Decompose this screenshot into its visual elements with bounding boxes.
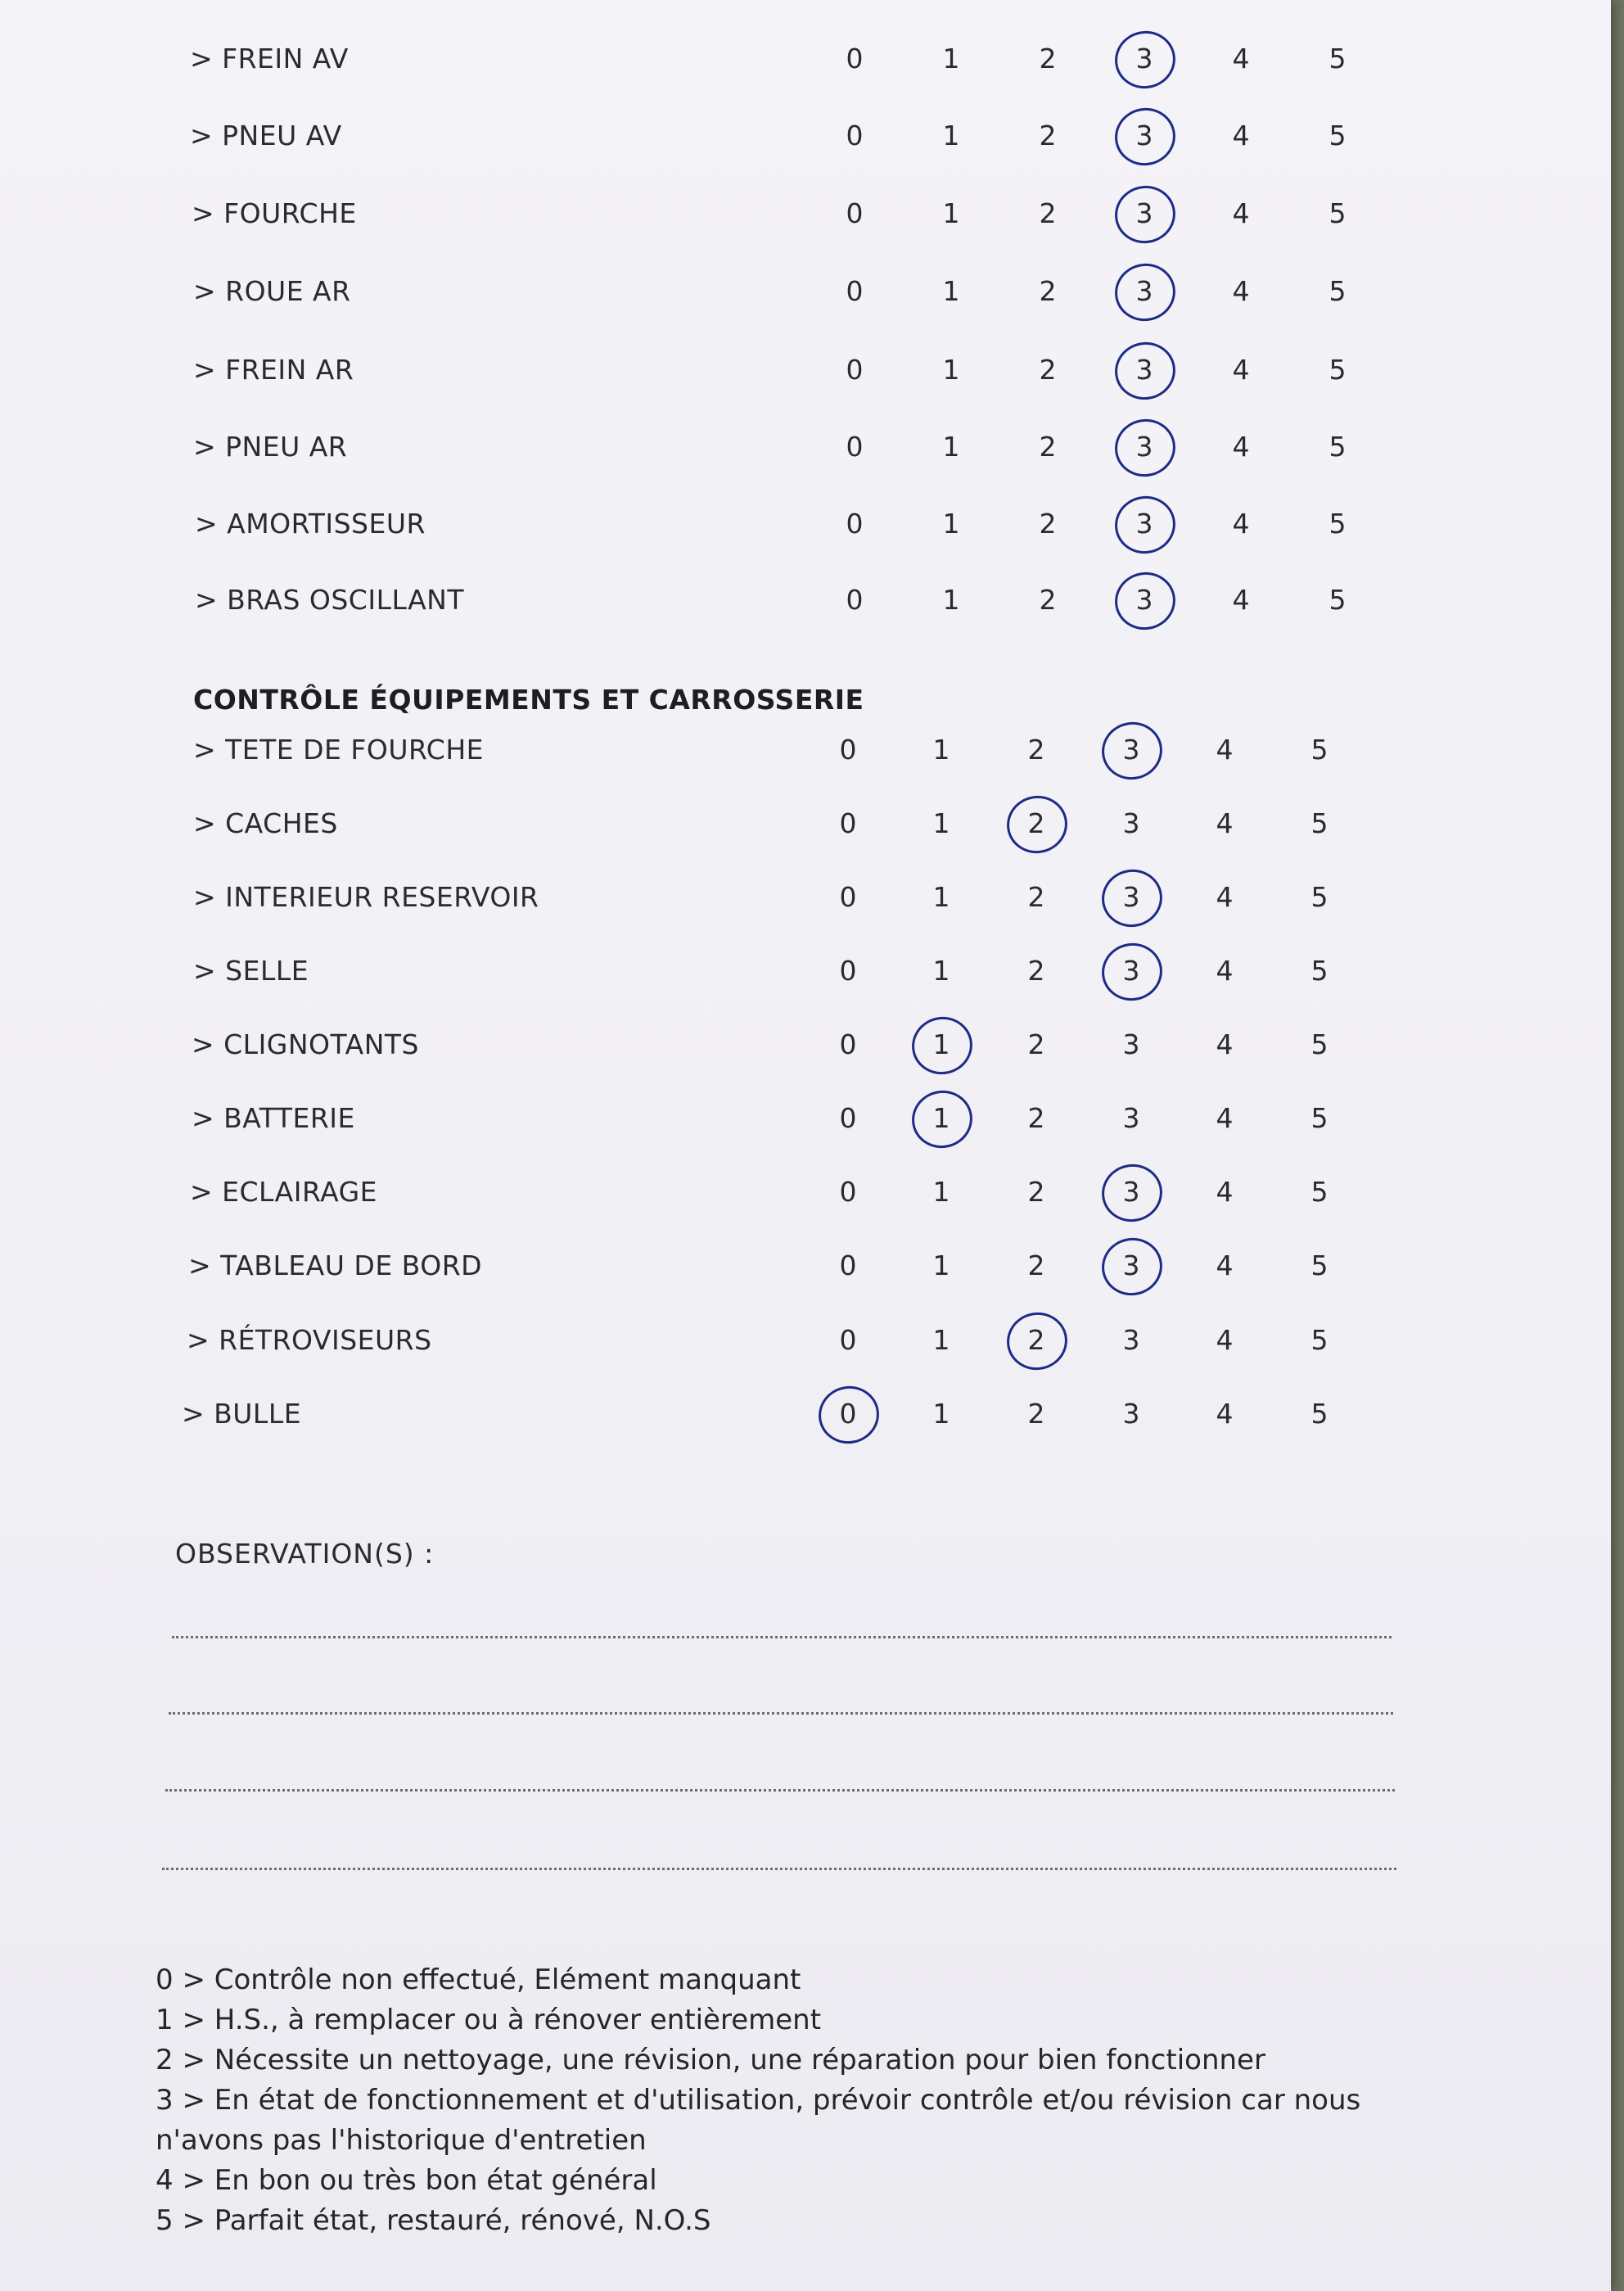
row-label: > FOURCHE xyxy=(192,197,357,229)
score-option[interactable]: 3 xyxy=(1120,267,1169,316)
score-option[interactable]: 4 xyxy=(1216,1398,1234,1430)
observation-line[interactable] xyxy=(165,1789,1395,1792)
score-option[interactable]: 3 xyxy=(1120,576,1169,625)
score-option[interactable]: 4 xyxy=(1232,43,1250,75)
legend-line: 3 > En état de fonctionnement et d'utilisation, prévoir contrôle et/ou révision car nous xyxy=(156,2084,1361,2117)
score-option[interactable]: 5 xyxy=(1310,1102,1329,1134)
observation-line[interactable] xyxy=(172,1636,1392,1638)
score-option[interactable]: 2 xyxy=(1027,881,1045,913)
score-option[interactable]: 2 xyxy=(1039,275,1057,307)
legend-line: 1 > H.S., à remplacer ou à rénover entièrement xyxy=(156,2004,822,2036)
score-option[interactable]: 4 xyxy=(1216,1028,1234,1060)
checklist-row xyxy=(0,1316,1611,1365)
legend-line: 5 > Parfait état, restauré, rénové, N.O.S xyxy=(156,2204,711,2237)
score-option[interactable]: 4 xyxy=(1232,275,1250,307)
checklist-row xyxy=(0,346,1611,395)
selected-score-circle xyxy=(1097,716,1168,785)
score-option[interactable]: 5 xyxy=(1310,881,1329,913)
selected-score-circle xyxy=(1002,1307,1073,1376)
score-option[interactable]: 4 xyxy=(1232,120,1250,151)
score-option[interactable]: 2 xyxy=(1027,1176,1045,1208)
score-option[interactable]: 1 xyxy=(942,275,960,307)
row-label: > CLIGNOTANTS xyxy=(192,1028,419,1060)
section-title: CONTRÔLE ÉQUIPEMENTS ET CARROSSERIE xyxy=(193,684,864,716)
checklist-row xyxy=(0,111,1611,160)
checklist-row xyxy=(0,423,1611,472)
score-option[interactable]: 1 xyxy=(942,508,960,540)
row-label: > TABLEAU DE BORD xyxy=(188,1249,483,1281)
score-option[interactable]: 3 xyxy=(1107,947,1156,996)
score-option[interactable]: 1 xyxy=(932,1249,950,1281)
score-option[interactable]: 1 xyxy=(932,1324,950,1356)
score-option[interactable]: 1 xyxy=(942,197,960,229)
score-option[interactable]: 5 xyxy=(1310,1176,1329,1208)
score-option[interactable]: 5 xyxy=(1329,508,1347,540)
score-option[interactable]: 0 xyxy=(839,1324,857,1356)
score-option[interactable]: 0 xyxy=(846,120,864,151)
score-option[interactable]: 5 xyxy=(1329,431,1347,463)
score-option[interactable]: 4 xyxy=(1232,508,1250,540)
score-option[interactable]: 1 xyxy=(942,120,960,151)
score-option[interactable]: 3 xyxy=(1120,111,1169,160)
score-option[interactable]: 0 xyxy=(839,1028,857,1060)
selected-score-circle xyxy=(907,1011,978,1080)
checklist-row xyxy=(0,34,1611,84)
score-option[interactable]: 3 xyxy=(1107,873,1156,922)
score-option[interactable]: 5 xyxy=(1310,807,1329,839)
score-option[interactable]: 2 xyxy=(1027,1398,1045,1430)
selected-score-circle xyxy=(814,1380,885,1449)
score-option[interactable]: 5 xyxy=(1329,354,1347,386)
score-option[interactable]: 2 xyxy=(1039,197,1057,229)
score-option[interactable]: 3 xyxy=(1107,725,1156,775)
score-option[interactable]: 0 xyxy=(839,881,857,913)
legend-line: 0 > Contrôle non effectué, Elément manquant xyxy=(156,1963,801,1996)
score-option[interactable]: 0 xyxy=(846,275,864,307)
score-option[interactable]: 4 xyxy=(1216,1249,1234,1281)
checklist-row xyxy=(0,1094,1611,1143)
score-option[interactable]: 4 xyxy=(1232,197,1250,229)
selected-score-circle xyxy=(1110,25,1181,94)
score-option[interactable]: 2 xyxy=(1039,508,1057,540)
score-option[interactable]: 1 xyxy=(917,1094,966,1143)
score-option[interactable]: 3 xyxy=(1122,1102,1140,1134)
legend-line: n'avons pas l'historique d'entretien xyxy=(156,2124,647,2157)
score-option[interactable]: 2 xyxy=(1027,1102,1045,1134)
selected-score-circle xyxy=(1110,567,1181,635)
score-option[interactable]: 0 xyxy=(839,734,857,766)
row-label: > FREIN AR xyxy=(193,354,354,386)
checklist-row xyxy=(0,1020,1611,1069)
score-option[interactable]: 1 xyxy=(932,1398,950,1430)
selected-score-circle xyxy=(1097,1232,1168,1301)
score-option[interactable]: 1 xyxy=(942,584,960,616)
selected-score-circle xyxy=(1002,790,1073,859)
score-option[interactable]: 2 xyxy=(1039,431,1057,463)
selected-score-circle xyxy=(1097,864,1168,933)
score-option[interactable]: 5 xyxy=(1310,1249,1329,1281)
score-option[interactable]: 4 xyxy=(1232,431,1250,463)
score-option[interactable]: 4 xyxy=(1216,1324,1234,1356)
observation-label: OBSERVATION(S) : xyxy=(175,1538,435,1570)
score-option[interactable]: 3 xyxy=(1122,1028,1140,1060)
score-option[interactable]: 4 xyxy=(1216,881,1234,913)
score-option[interactable]: 0 xyxy=(846,197,864,229)
row-label: > BULLE xyxy=(182,1398,302,1430)
checklist-row xyxy=(0,725,1611,775)
score-option[interactable]: 2 xyxy=(1039,584,1057,616)
row-label: > TETE DE FOURCHE xyxy=(193,734,484,766)
score-option[interactable]: 5 xyxy=(1310,734,1329,766)
checklist-row xyxy=(0,499,1611,549)
row-label: > CACHES xyxy=(193,807,338,839)
score-option[interactable]: 1 xyxy=(942,354,960,386)
score-option[interactable]: 4 xyxy=(1216,1102,1234,1134)
selected-score-circle xyxy=(1110,337,1181,405)
score-option[interactable]: 2 xyxy=(1039,354,1057,386)
score-option[interactable]: 3 xyxy=(1120,499,1169,549)
row-label: > ECLAIRAGE xyxy=(190,1176,377,1208)
checklist-row xyxy=(0,947,1611,996)
score-option[interactable]: 0 xyxy=(839,1102,857,1134)
score-option[interactable]: 5 xyxy=(1310,1398,1329,1430)
score-option[interactable]: 2 xyxy=(1027,955,1045,987)
row-label: > BATTERIE xyxy=(192,1102,355,1134)
checklist-row xyxy=(0,1241,1611,1290)
score-option[interactable]: 2 xyxy=(1039,120,1057,151)
score-option[interactable]: 2 xyxy=(1012,1316,1061,1365)
score-option[interactable]: 1 xyxy=(942,43,960,75)
score-option[interactable]: 3 xyxy=(1120,34,1169,84)
row-label: > ROUE AR xyxy=(193,275,351,307)
score-option[interactable]: 3 xyxy=(1120,346,1169,395)
checklist-row xyxy=(0,1168,1611,1217)
score-option[interactable]: 1 xyxy=(932,1176,950,1208)
score-option[interactable]: 5 xyxy=(1329,43,1347,75)
row-label: > RÉTROVISEURS xyxy=(187,1324,432,1356)
selected-score-circle xyxy=(1110,413,1181,482)
score-option[interactable]: 1 xyxy=(932,955,950,987)
selected-score-circle xyxy=(907,1085,978,1154)
score-option[interactable]: 1 xyxy=(942,431,960,463)
score-option[interactable]: 3 xyxy=(1120,423,1169,472)
selected-score-circle xyxy=(1110,258,1181,327)
score-option[interactable]: 2 xyxy=(1027,1028,1045,1060)
score-option[interactable]: 0 xyxy=(846,431,864,463)
score-option[interactable]: 2 xyxy=(1027,1249,1045,1281)
checklist-row xyxy=(0,799,1611,848)
score-option[interactable]: 0 xyxy=(839,955,857,987)
score-legend xyxy=(156,1960,1432,2241)
score-option[interactable]: 0 xyxy=(846,354,864,386)
row-label: > BRAS OSCILLANT xyxy=(195,584,465,616)
score-option[interactable]: 0 xyxy=(846,43,864,75)
observation-line[interactable] xyxy=(169,1712,1393,1715)
selected-score-circle xyxy=(1110,102,1181,171)
checklist-row xyxy=(0,873,1611,922)
score-option[interactable]: 1 xyxy=(932,734,950,766)
legend-line: 4 > En bon ou très bon état général xyxy=(156,2164,657,2197)
selected-score-circle xyxy=(1110,180,1181,249)
selected-score-circle xyxy=(1097,938,1168,1006)
score-option[interactable]: 5 xyxy=(1329,197,1347,229)
score-option[interactable]: 3 xyxy=(1122,1324,1140,1356)
observation-line[interactable] xyxy=(162,1868,1396,1870)
score-option[interactable]: 4 xyxy=(1216,1176,1234,1208)
score-option[interactable]: 4 xyxy=(1216,955,1234,987)
score-option[interactable]: 0 xyxy=(823,1390,873,1439)
score-option[interactable]: 2 xyxy=(1027,734,1045,766)
score-option[interactable]: 3 xyxy=(1107,1168,1156,1217)
selected-score-circle xyxy=(1097,1159,1168,1227)
score-option[interactable]: 4 xyxy=(1232,354,1250,386)
row-label: > SELLE xyxy=(193,955,309,987)
row-label: > AMORTISSEUR xyxy=(195,508,426,540)
score-option[interactable]: 4 xyxy=(1216,734,1234,766)
score-option[interactable]: 1 xyxy=(917,1020,966,1069)
checklist-row xyxy=(0,576,1611,625)
score-option[interactable]: 5 xyxy=(1310,955,1329,987)
score-option[interactable]: 5 xyxy=(1310,1324,1329,1356)
score-option[interactable]: 2 xyxy=(1039,43,1057,75)
score-option[interactable]: 0 xyxy=(839,1176,857,1208)
row-label: > PNEU AR xyxy=(193,431,348,463)
score-option[interactable]: 3 xyxy=(1107,1241,1156,1290)
checklist-row xyxy=(0,189,1611,238)
score-option[interactable]: 5 xyxy=(1329,584,1347,616)
score-option[interactable]: 0 xyxy=(846,508,864,540)
score-option[interactable]: 5 xyxy=(1329,275,1347,307)
row-label: > PNEU AV xyxy=(190,120,342,151)
row-label: > INTERIEUR RESERVOIR xyxy=(193,881,539,913)
checklist-row xyxy=(0,267,1611,316)
row-label: > FREIN AV xyxy=(190,43,349,75)
score-option[interactable]: 0 xyxy=(846,584,864,616)
score-option[interactable]: 1 xyxy=(932,807,950,839)
score-option[interactable]: 5 xyxy=(1329,120,1347,151)
score-option[interactable]: 3 xyxy=(1122,1398,1140,1430)
selected-score-circle xyxy=(1110,490,1181,559)
score-option[interactable]: 4 xyxy=(1216,807,1234,839)
score-option[interactable]: 0 xyxy=(839,807,857,839)
score-option[interactable]: 3 xyxy=(1120,189,1169,238)
score-option[interactable]: 5 xyxy=(1310,1028,1329,1060)
score-option[interactable]: 3 xyxy=(1122,807,1140,839)
score-option[interactable]: 1 xyxy=(932,881,950,913)
score-option[interactable]: 0 xyxy=(839,1249,857,1281)
score-option[interactable]: 2 xyxy=(1012,799,1061,848)
legend-line: 2 > Nécessite un nettoyage, une révision, une réparation pour bien fonctionner xyxy=(156,2044,1265,2076)
score-option[interactable]: 4 xyxy=(1232,584,1250,616)
checklist-row xyxy=(0,1390,1611,1439)
